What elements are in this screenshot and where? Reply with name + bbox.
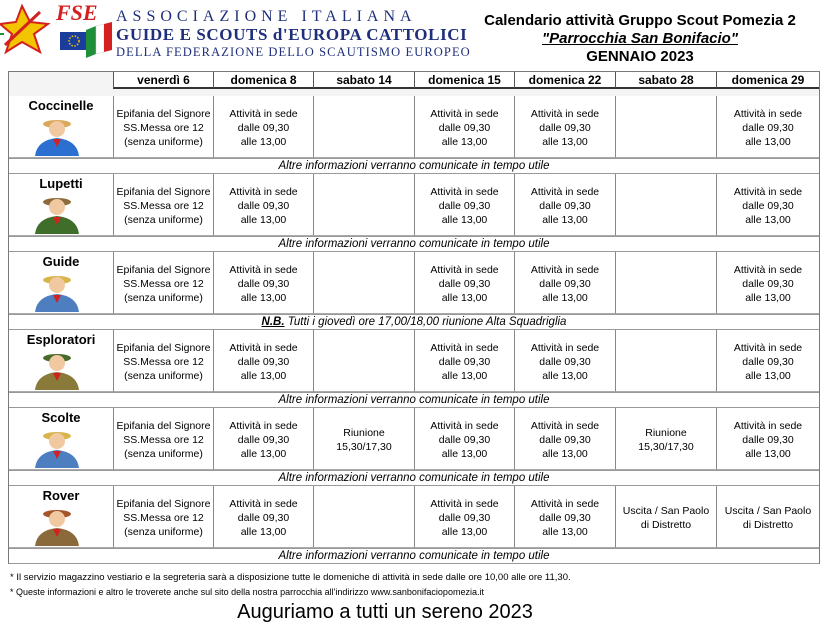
note-text: Altre informazioni verranno comunicate in tempo utile: [278, 238, 550, 250]
calendar-cell: [615, 96, 716, 158]
cell-text-line: Uscita / San Paolo: [724, 505, 812, 517]
row-note: [9, 548, 819, 564]
cell-text-line: Attività in sede: [530, 108, 600, 120]
fse-emblem-icon: [0, 6, 48, 52]
unit-cell: [9, 174, 113, 236]
scout-figure-icon: [27, 504, 87, 546]
calendar-cell: [615, 486, 716, 548]
cell-text-line: dalle 09,30: [539, 434, 591, 446]
cell-text-line: dalle 09,30: [539, 122, 591, 134]
calendar-cell: [514, 330, 615, 392]
cell-text-line: (senza uniforme): [124, 526, 203, 538]
cell-text-line: SS.Messa ore 12: [123, 434, 204, 446]
calendar-cell: [213, 408, 313, 470]
cell-text-line: Attività in sede: [733, 420, 803, 432]
cell-text-line: dalle 09,30: [438, 356, 491, 368]
unit-cell: [9, 408, 113, 470]
cell-text-line: Attività in sede: [229, 420, 298, 432]
row-note: [9, 470, 819, 486]
unit-row: [9, 486, 819, 564]
cell-text-line: alle 13,00: [542, 292, 588, 304]
calendar-cell: [213, 486, 313, 548]
cell-text-line: di Distretto: [640, 519, 692, 531]
cell-text-line: Attività in sede: [530, 264, 600, 276]
calendar-cell: [615, 330, 716, 392]
calendar-cell: [514, 252, 615, 314]
cell-text-line: (senza uniforme): [124, 292, 203, 304]
cell-text-line: Attività in sede: [530, 342, 600, 354]
cell-text-line: Riunione: [645, 427, 687, 439]
calendar-cell: [414, 252, 514, 314]
cell-text-line: alle 13,00: [441, 448, 488, 460]
cell-text-line: alle 13,00: [240, 370, 287, 382]
row-note: [9, 392, 819, 408]
cell-text-line: Riunione: [343, 427, 385, 439]
scout-figure-icon: [27, 426, 87, 468]
cell-text-line: (senza uniforme): [124, 214, 203, 226]
italian-flag-icon: [86, 22, 112, 58]
cell-text-line: Attività in sede: [430, 108, 499, 120]
cell-text-line: Attività in sede: [733, 186, 803, 198]
cell-text-line: alle 13,00: [441, 292, 488, 304]
cell-text-line: alle 13,00: [542, 448, 588, 460]
cell-text-line: Attività in sede: [229, 342, 298, 354]
cell-text-line: di Distretto: [742, 519, 794, 531]
cell-text-line: Attività in sede: [530, 420, 600, 432]
calendar-cell: [414, 408, 514, 470]
calendar-cell: [313, 96, 414, 158]
column-header: sabato 28: [615, 72, 716, 89]
unit-row: [9, 330, 819, 408]
column-header: sabato 14: [313, 72, 414, 89]
calendar-cell: [414, 174, 514, 236]
cell-text-line: Attività in sede: [733, 342, 803, 354]
calendar-cell: [113, 330, 213, 392]
month-label: GENNAIO 2023: [586, 48, 694, 65]
unit-cell: [9, 96, 113, 158]
calendar-cell: [313, 174, 414, 236]
cell-text-line: 15,30/17,30: [336, 441, 392, 453]
cell-text-line: alle 13,00: [240, 526, 287, 538]
cell-text-line: Attività in sede: [430, 498, 499, 510]
cell-text-line: Epifania del Signore: [116, 342, 211, 354]
cell-text-line: Attività in sede: [430, 342, 499, 354]
calendar-cell: [213, 96, 313, 158]
cell-text-line: alle 13,00: [240, 292, 287, 304]
unit-row: [9, 96, 819, 174]
cell-text-line: Epifania del Signore: [116, 186, 211, 198]
cell-text-line: alle 13,00: [441, 214, 488, 226]
column-header: domenica 15: [414, 72, 514, 89]
cell-text-line: alle 13,00: [542, 136, 588, 148]
cell-text-line: dalle 09,30: [438, 122, 491, 134]
cell-text-line: dalle 09,30: [742, 434, 794, 446]
column-header: domenica 8: [213, 72, 313, 89]
unit-name: Guide: [42, 254, 80, 269]
cell-text-line: alle 13,00: [240, 448, 287, 460]
cell-text-line: dalle 09,30: [539, 512, 591, 524]
cell-text-line: dalle 09,30: [438, 278, 491, 290]
cell-text-line: dalle 09,30: [742, 356, 794, 368]
cell-text-line: Epifania del Signore: [116, 420, 211, 432]
cell-text-line: Attività in sede: [530, 498, 600, 510]
cell-text-line: Attività in sede: [229, 108, 298, 120]
cell-text-line: SS.Messa ore 12: [123, 200, 204, 212]
cell-text-line: SS.Messa ore 12: [123, 512, 204, 524]
association-name-line2: GUIDE E SCOUTS d'EUROPA CATTOLICI: [116, 25, 468, 44]
fse-logo-text: FSE: [56, 0, 98, 25]
note-text: Altre informazioni verranno comunicate in tempo utile: [278, 160, 550, 172]
greeting-text: Auguriamo a tutti un sereno 2023: [237, 601, 533, 623]
calendar-cell: [313, 486, 414, 548]
cell-text-line: alle 13,00: [745, 448, 791, 460]
cell-text-line: SS.Messa ore 12: [123, 278, 204, 290]
cell-text-line: Attività in sede: [430, 420, 499, 432]
cell-text-line: dalle 09,30: [742, 278, 794, 290]
cell-text-line: Uscita / San Paolo: [622, 505, 710, 517]
cell-text-line: dalle 09,30: [438, 200, 491, 212]
cell-text-line: Attività in sede: [733, 264, 803, 276]
unit-name: Lupetti: [39, 176, 83, 191]
scout-figure-icon: [27, 192, 87, 234]
calendar-cell: [113, 174, 213, 236]
cell-text-line: alle 13,00: [441, 136, 488, 148]
cell-text-line: dalle 09,30: [742, 122, 794, 134]
cell-text-line: dalle 09,30: [237, 122, 290, 134]
note-text: Tutti i giovedì ore 17,00/18,00 riunione Alta Squadriglia: [287, 316, 567, 328]
unit-cell: [9, 330, 113, 392]
cell-text-line: dalle 09,30: [539, 200, 591, 212]
cell-text-line: alle 13,00: [745, 292, 791, 304]
column-header: venerdì 6: [113, 72, 213, 89]
calendar-cell: [514, 486, 615, 548]
column-header: domenica 29: [716, 72, 819, 89]
calendar-cell: [113, 252, 213, 314]
cell-text-line: alle 13,00: [745, 136, 791, 148]
unit-name: Rover: [42, 488, 80, 503]
calendar-title: Calendario attività Gruppo Scout Pomezia 2: [484, 12, 796, 29]
cell-text-line: 15,30/17,30: [638, 441, 694, 453]
calendar-cell: [716, 174, 819, 236]
calendar-cell: [113, 486, 213, 548]
note-text: Altre informazioni verranno comunicate in tempo utile: [278, 472, 550, 484]
unit-name: Coccinelle: [28, 98, 94, 113]
cell-text-line: dalle 09,30: [237, 200, 290, 212]
calendar-cell: [716, 252, 819, 314]
calendar-cell: [615, 174, 716, 236]
cell-text-line: alle 13,00: [240, 214, 287, 226]
cell-text-line: (senza uniforme): [124, 448, 203, 460]
unit-cell: [9, 252, 113, 314]
cell-text-line: dalle 09,30: [539, 356, 591, 368]
cell-text-line: Attività in sede: [430, 186, 499, 198]
calendar-cell: [113, 408, 213, 470]
calendar-cell: [716, 330, 819, 392]
unit-row: [9, 408, 819, 486]
eu-flag-icon: [60, 32, 88, 50]
calendar-cell: [313, 408, 414, 470]
calendar-cell: [615, 408, 716, 470]
calendar-cell: [313, 330, 414, 392]
unit-row: [9, 174, 819, 252]
calendar-cell: [213, 330, 313, 392]
note-text: Altre informazioni verranno comunicate in tempo utile: [278, 394, 550, 406]
row-note: [9, 158, 819, 174]
cell-text-line: alle 13,00: [542, 370, 588, 382]
cell-text-line: (senza uniforme): [124, 136, 203, 148]
parish-name: "Parrocchia San Bonifacio": [542, 30, 738, 47]
unit-row: [9, 252, 819, 330]
note-prefix: N.B.: [261, 316, 285, 328]
cell-text-line: Attività in sede: [229, 498, 298, 510]
calendar-cell: [514, 96, 615, 158]
unit-cell: [9, 486, 113, 548]
cell-text-line: (senza uniforme): [124, 370, 203, 382]
calendar-cell: [716, 408, 819, 470]
cell-text-line: SS.Messa ore 12: [123, 122, 204, 134]
calendar-cell: [716, 96, 819, 158]
cell-text-line: Attività in sede: [530, 186, 600, 198]
cell-text-line: dalle 09,30: [539, 278, 591, 290]
association-name-line1: ASSOCIAZIONE ITALIANA: [116, 8, 417, 25]
footnote-warehouse: * Il servizio magazzino vestiario e la segreteria sarà a disposizione tutte le domeniche di attività in sede dalle ore 10,00 alle ore 11,30.: [10, 572, 571, 583]
calendar-cell: [414, 330, 514, 392]
cell-text-line: alle 13,00: [240, 136, 287, 148]
calendar-cell: [113, 96, 213, 158]
cell-text-line: dalle 09,30: [237, 512, 290, 524]
cell-text-line: alle 13,00: [542, 214, 588, 226]
row-note: [9, 236, 819, 252]
calendar-cell: [213, 252, 313, 314]
calendar-cell: [414, 96, 514, 158]
calendar-cell: [514, 408, 615, 470]
calendar-cell: [213, 174, 313, 236]
unit-name: Scolte: [41, 410, 81, 425]
cell-text-line: Epifania del Signore: [116, 264, 211, 276]
calendar-cell: [414, 486, 514, 548]
cell-text-line: dalle 09,30: [438, 512, 491, 524]
cell-text-line: Attività in sede: [430, 264, 499, 276]
calendar-cell: [313, 252, 414, 314]
cell-text-line: dalle 09,30: [237, 278, 290, 290]
cell-text-line: Attività in sede: [229, 264, 298, 276]
cell-text-line: dalle 09,30: [742, 200, 794, 212]
cell-text-line: dalle 09,30: [237, 434, 290, 446]
cell-text-line: dalle 09,30: [438, 434, 491, 446]
cell-text-line: Attività in sede: [229, 186, 298, 198]
cell-text-line: Epifania del Signore: [116, 498, 211, 510]
cell-text-line: alle 13,00: [745, 214, 791, 226]
cell-text-line: alle 13,00: [745, 370, 791, 382]
calendar-title-block: [440, 12, 825, 66]
calendar-cell: [514, 174, 615, 236]
cell-text-line: alle 13,00: [441, 526, 488, 538]
calendar-cell: [615, 252, 716, 314]
scout-figure-icon: [27, 114, 87, 156]
cell-text-line: Attività in sede: [733, 108, 803, 120]
cell-text-line: dalle 09,30: [237, 356, 290, 368]
cell-text-line: SS.Messa ore 12: [123, 356, 204, 368]
row-note: [9, 314, 819, 330]
note-text: Altre informazioni verranno comunicate in tempo utile: [278, 550, 550, 562]
column-header: domenica 22: [514, 72, 615, 89]
association-name-line3: DELLA FEDERAZIONE DELLO SCAUTISMO EUROPEO: [116, 45, 471, 59]
cell-text-line: alle 13,00: [542, 526, 588, 538]
unit-name: Esploratori: [26, 332, 96, 347]
footnote-website: * Queste informazioni e altro le troverete anche sul sito della nostra parrocchia all'indirizzo www.sanbonifaciopomezia.it: [10, 587, 484, 597]
calendar-cell: [716, 486, 819, 548]
scout-figure-icon: [27, 348, 87, 390]
cell-text-line: Epifania del Signore: [116, 108, 211, 120]
cell-text-line: alle 13,00: [441, 370, 488, 382]
scout-figure-icon: [27, 270, 87, 312]
